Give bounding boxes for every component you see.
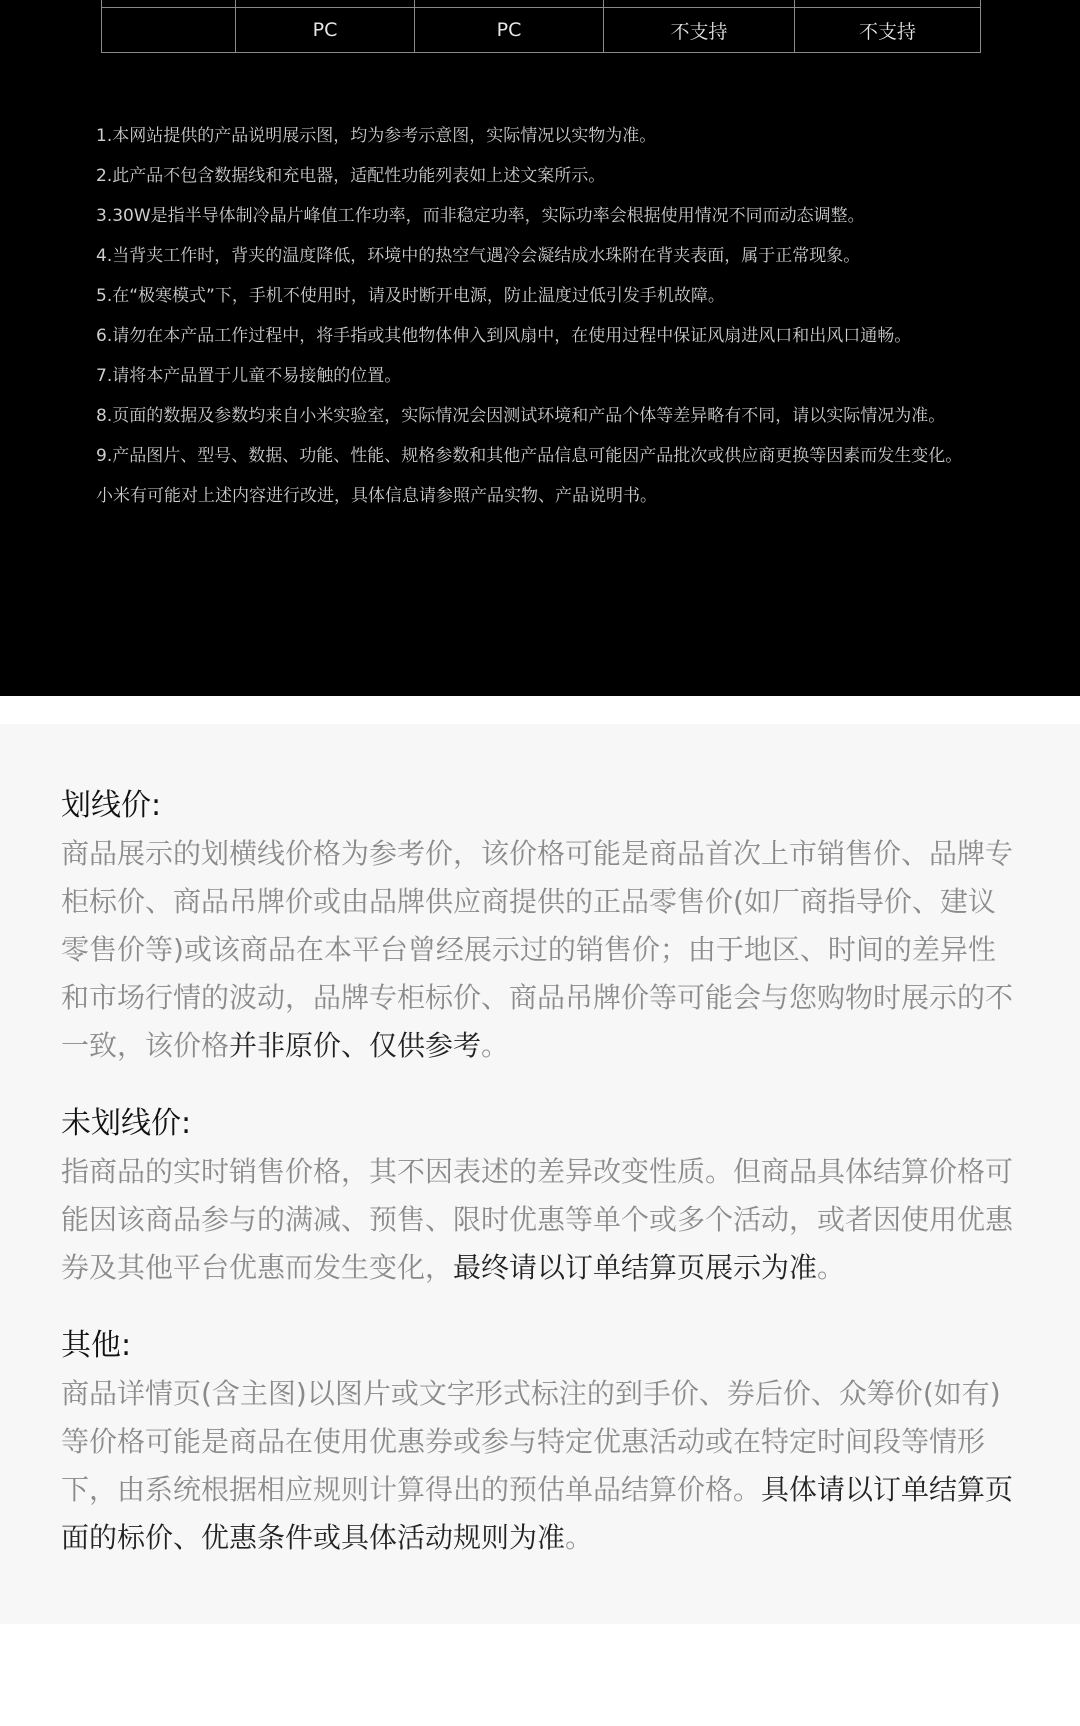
strikethrough-price-section (61, 786, 1021, 1070)
note-item: 5.在“极寒模式”下，手机不使用时，请及时断开电源，防止温度过低引发手机故障。 (96, 286, 725, 306)
body-text: 商品展示的划横线价格为参考价，该价格可能是商品首次上市销售价、品牌专柜标价、商品吊牌价或由品牌供应商提供的正品零售价(如厂商指导价、建议零售价等)或该商品在本平台曾经展示过的销售价；由于地区、时间的差异性和市场行情的波动，品牌专柜标价、商品吊牌价等可能会与您购物时展示的不一致，该价格 (61, 837, 1014, 1062)
body-tail: 。 (565, 1521, 594, 1554)
table-cell (102, 0, 236, 8)
table-row (102, 8, 981, 53)
note-item: 4.当背夹工作时，背夹的温度降低，环境中的热空气遇冷会凝结成水珠附在背夹表面，属于正常现象。 (96, 246, 861, 266)
table-cell: 不支持 (795, 8, 981, 53)
section-title: 其他: (61, 1328, 132, 1363)
non-strikethrough-price-section (61, 1104, 1021, 1292)
table-cell (102, 8, 236, 53)
table-cell: PC (236, 8, 415, 53)
compatibility-table (101, 0, 981, 53)
body-text: 商品详情页(含主图)以图片或文字形式标注的到手价、券后价、众筹价(如有)等价格可能是商品在使用优惠券或参与特定优惠活动或在特定时间段等情形下，由系统根据相应规则计算得出的预估单品结算价格。 (61, 1377, 1001, 1506)
highlight-text: 并非原价、仅供参考 (229, 1029, 482, 1062)
section-title: 划线价: (61, 788, 162, 823)
note-item: 3.30W是指半导体制冷晶片峰值工作功率，而非稳定功率，实际功率会根据使用情况不同而动态调整。 (96, 206, 865, 226)
section-body (61, 830, 1021, 1070)
section-title: 未划线价: (61, 1106, 192, 1141)
section-body (61, 1148, 1021, 1292)
disclaimer-notes (96, 116, 962, 516)
body-tail: 。 (817, 1251, 846, 1284)
table-row (102, 0, 981, 8)
table-cell (415, 0, 604, 8)
highlight-text: 具体请以订单结算页面的标价、优惠条件或具体活动规则为准 (61, 1473, 1014, 1554)
note-item: 2.此产品不包含数据线和充电器，适配性功能列表如上述文案所示。 (96, 166, 606, 186)
note-item: 7.请将本产品置于儿童不易接触的位置。 (96, 366, 402, 386)
note-item: 小米有可能对上述内容进行改进，具体信息请参照产品实物、产品说明书。 (96, 486, 657, 506)
table-cell (795, 0, 981, 8)
note-item: 8.页面的数据及参数均来自小米实验室，实际情况会因测试环境和产品个体等差异略有不同，请以实际情况为准。 (96, 406, 946, 426)
note-item: 9.产品图片、型号、数据、功能、性能、规格参数和其他产品信息可能因产品批次或供应商更换等因素而发生变化。 (96, 446, 963, 466)
product-notes-panel (0, 0, 1080, 696)
body-tail: 。 (481, 1029, 510, 1062)
table-cell (604, 0, 795, 8)
table-cell (236, 0, 415, 8)
body-text: 指商品的实时销售价格，其不因表述的差异改变性质。但商品具体结算价格可能因该商品参与的满减、预售、限时优惠等单个或多个活动，或者因使用优惠券及其他平台优惠而发生变化， (61, 1155, 1014, 1284)
note-item: 6.请勿在本产品工作过程中，将手指或其他物体伸入到风扇中，在使用过程中保证风扇进风口和出风口通畅。 (96, 326, 912, 346)
table-cell: PC (415, 8, 604, 53)
note-item: 1.本网站提供的产品说明展示图，均为参考示意图，实际情况以实物为准。 (96, 126, 657, 146)
other-price-section (61, 1326, 1021, 1562)
price-explanation-panel (0, 724, 1080, 1624)
highlight-text: 最终请以订单结算页展示为准 (453, 1251, 818, 1284)
section-body (61, 1370, 1021, 1562)
table-cell: 不支持 (604, 8, 795, 53)
